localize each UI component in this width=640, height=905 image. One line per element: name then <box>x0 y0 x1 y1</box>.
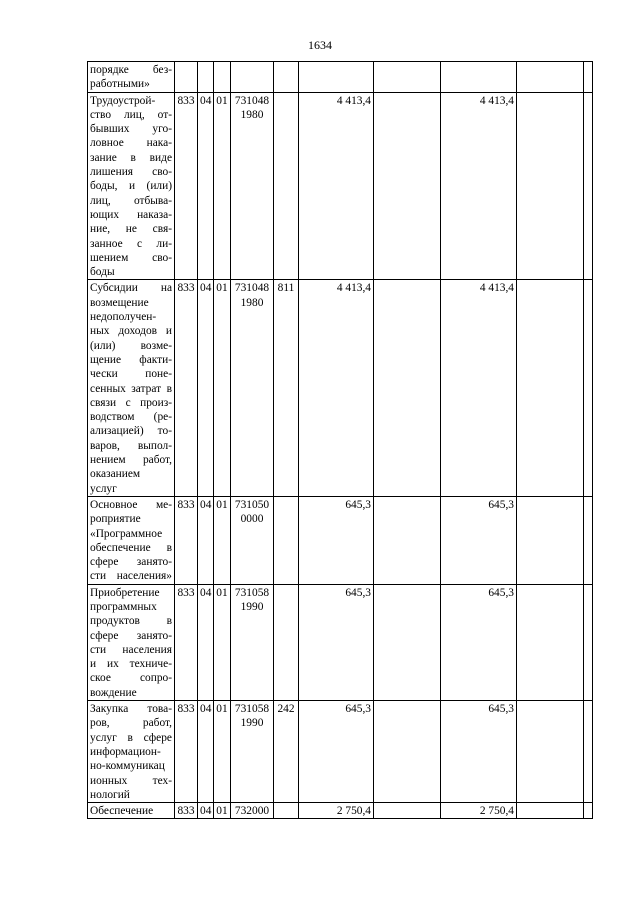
item-name-cell <box>88 701 175 803</box>
target-article-cell <box>231 62 274 93</box>
item-name-line: Закупка това- <box>90 703 172 716</box>
expense-type-cell <box>274 496 299 584</box>
amount-cell: 645,3 <box>441 701 517 803</box>
amount-cell <box>374 701 441 803</box>
item-name-line: шением сво- <box>90 251 172 264</box>
item-name-line: порядке без- <box>90 64 172 76</box>
amount-cell <box>374 496 441 584</box>
amount-cell: 4 413,4 <box>299 280 374 496</box>
amount-cell <box>517 584 584 700</box>
amount-cell: 645,3 <box>441 496 517 584</box>
item-name-line: боды, и (или) <box>90 180 172 193</box>
amount-cell <box>584 803 593 819</box>
item-name-cell <box>88 62 175 93</box>
item-name-line: водством (ре- <box>90 411 172 424</box>
item-name-line: лиц, отбыва- <box>90 194 172 207</box>
item-name-line: Трудоустрой- <box>90 94 156 107</box>
expense-type-cell: 242 <box>274 701 299 803</box>
subsection-code-cell: 01 <box>214 803 231 819</box>
item-name-line: бывших уго- <box>90 123 172 136</box>
item-name-line: Основное ме- <box>90 498 172 511</box>
item-name-line: ров, работ, <box>90 717 172 730</box>
amount-cell <box>299 62 374 93</box>
item-name-line: программных <box>90 600 157 613</box>
amount-cell <box>374 62 441 93</box>
item-name-line: сенных затрат в <box>90 382 172 395</box>
amount-cell: 645,3 <box>299 701 374 803</box>
subsection-code-cell: 01 <box>214 584 231 700</box>
amount-cell: 4 413,4 <box>441 280 517 496</box>
item-name-cell <box>88 92 175 280</box>
amount-cell <box>584 62 593 93</box>
table-row <box>88 92 593 280</box>
amount-cell <box>584 584 593 700</box>
table-row <box>88 62 593 93</box>
amount-cell: 645,3 <box>299 496 374 584</box>
amount-cell <box>517 92 584 280</box>
item-name-cell <box>88 803 175 819</box>
item-name-line: ных доходов и <box>90 325 172 338</box>
table-row <box>88 584 593 700</box>
target-article-cell: 7310500000 <box>231 496 274 584</box>
subsection-code-cell: 01 <box>214 280 231 496</box>
expense-type-cell <box>274 62 299 93</box>
section-code-cell <box>198 62 214 93</box>
section-code-cell: 04 <box>198 803 214 819</box>
item-name-line: сфере занято- <box>90 629 172 642</box>
amount-cell <box>584 701 593 803</box>
subsection-code-cell: 01 <box>214 496 231 584</box>
ministry-code-cell: 833 <box>175 92 198 280</box>
amount-cell <box>584 280 593 496</box>
amount-cell <box>584 496 593 584</box>
amount-cell: 4 413,4 <box>299 92 374 280</box>
item-name-line: ние, не свя- <box>90 223 172 236</box>
expense-type-cell: 811 <box>274 280 299 496</box>
target-article-cell: 7310481980 <box>231 280 274 496</box>
budget-table <box>87 61 593 819</box>
amount-cell <box>374 280 441 496</box>
item-name-line: вождение <box>90 686 137 699</box>
section-code-cell: 04 <box>198 92 214 280</box>
amount-cell: 4 413,4 <box>441 92 517 280</box>
item-name-line: варов, выпол- <box>90 439 172 452</box>
item-name-line: занное с ли- <box>90 237 172 250</box>
item-name-line: роприятие <box>90 513 141 526</box>
item-name-cell <box>88 280 175 496</box>
section-code-cell: 04 <box>198 280 214 496</box>
section-code-cell: 04 <box>198 496 214 584</box>
amount-cell: 2 750,4 <box>441 803 517 819</box>
ministry-code-cell: 833 <box>175 496 198 584</box>
item-name-line: (или) возме- <box>90 339 172 352</box>
amount-cell <box>374 803 441 819</box>
amount-cell <box>374 584 441 700</box>
ministry-code-cell: 833 <box>175 280 198 496</box>
ministry-code-cell: 833 <box>175 701 198 803</box>
amount-cell: 2 750,4 <box>299 803 374 819</box>
item-name-line: сфере занято- <box>90 556 172 569</box>
expense-type-cell <box>274 803 299 819</box>
item-name-line: лишения сво- <box>90 166 172 179</box>
item-name-line: возмещение <box>90 296 149 309</box>
item-name-line: работными» <box>90 78 150 91</box>
table-row <box>88 803 593 819</box>
item-name-line: ионных тех- <box>90 774 172 787</box>
item-name-line: сти населения <box>90 643 172 656</box>
amount-cell <box>517 280 584 496</box>
item-name-line: услуг в сфере <box>90 731 172 744</box>
section-code-cell: 04 <box>198 584 214 700</box>
table-row <box>88 496 593 584</box>
item-name-line: услуг <box>90 482 117 495</box>
item-name-line: боды <box>90 266 115 279</box>
item-name-line: сти населения» <box>90 570 172 583</box>
item-name-line: ализацией) то- <box>90 425 172 438</box>
item-name-line: и их техниче- <box>90 658 172 671</box>
item-name-line: щение факти- <box>90 353 172 366</box>
item-name-line: Субсидии на <box>90 282 172 295</box>
target-article-cell: 732000 <box>231 803 274 819</box>
subsection-code-cell: 01 <box>214 701 231 803</box>
item-name-line: продуктов в <box>90 615 172 628</box>
item-name-cell <box>88 584 175 700</box>
item-name-line: чески поне- <box>90 368 172 381</box>
item-name-line: ющих наказа- <box>90 208 172 221</box>
subsection-code-cell: 01 <box>214 92 231 280</box>
item-name-line: зание в виде <box>90 151 172 164</box>
table-row <box>88 701 593 803</box>
item-name-line: оказанием <box>90 468 141 481</box>
target-article-cell: 7310481980 <box>231 92 274 280</box>
amount-cell <box>374 92 441 280</box>
item-name-cell <box>88 496 175 584</box>
item-name-line: нением работ, <box>90 454 172 467</box>
ministry-code-cell: 833 <box>175 803 198 819</box>
target-article-cell: 7310581990 <box>231 584 274 700</box>
item-name-line: «Программное <box>90 527 163 540</box>
amount-cell: 645,3 <box>441 584 517 700</box>
amount-cell <box>517 701 584 803</box>
page-number: 1634 <box>308 38 332 52</box>
item-name-line: связи с произ- <box>90 396 172 409</box>
item-name-line: обеспечение в <box>90 541 172 554</box>
ministry-code-cell <box>175 62 198 93</box>
item-name-line: ловное нака- <box>90 137 172 150</box>
target-article-cell: 7310581990 <box>231 701 274 803</box>
item-name-line: нологий <box>90 788 130 801</box>
expense-type-cell <box>274 584 299 700</box>
subsection-code-cell <box>214 62 231 93</box>
item-name-line: Приобретение <box>90 586 160 599</box>
item-name-line: недополучен- <box>90 311 157 324</box>
item-name-line: но-коммуникац <box>90 760 165 773</box>
amount-cell <box>517 62 584 93</box>
expense-type-cell <box>274 92 299 280</box>
amount-cell <box>517 803 584 819</box>
item-name-line: ское сопро- <box>90 672 172 685</box>
amount-cell <box>584 92 593 280</box>
item-name-line: ство лиц, от- <box>90 108 172 121</box>
amount-cell: 645,3 <box>299 584 374 700</box>
table-body <box>88 62 593 819</box>
amount-cell <box>441 62 517 93</box>
table-row <box>88 280 593 496</box>
item-name-line: информацион- <box>90 745 161 758</box>
amount-cell <box>517 496 584 584</box>
ministry-code-cell: 833 <box>175 584 198 700</box>
section-code-cell: 04 <box>198 701 214 803</box>
item-name-line: Обеспечение <box>90 805 154 818</box>
